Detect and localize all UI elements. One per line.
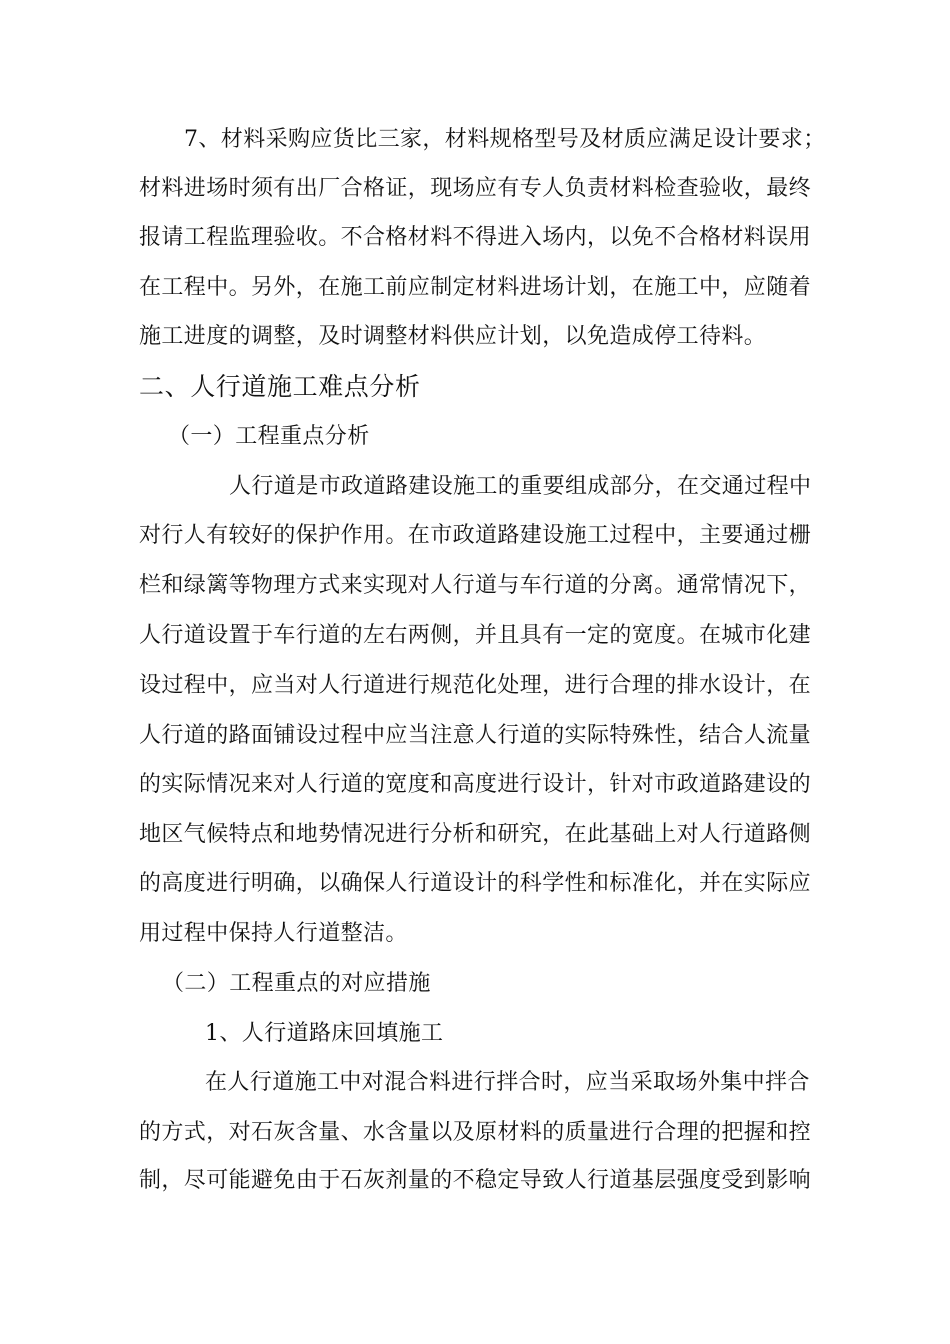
- paragraph-line: 对行人有较好的保护作用。在市政道路建设施工过程中，主要通过栅: [139, 523, 812, 548]
- paragraph-line: 7、材料采购应货比三家，材料规格型号及材质应满足设计要求；: [184, 127, 826, 152]
- paragraph-line: 栏和绿篱等物理方式来实现对人行道与车行道的分离。通常情况下，: [139, 573, 812, 598]
- paragraph-line: 的方式，对石灰含量、水含量以及原材料的质量进行合理的把握和控: [139, 1120, 812, 1145]
- paragraph-line: 制，尽可能避免由于石灰剂量的不稳定导致人行道基层强度受到影响: [139, 1168, 812, 1193]
- paragraph-line: 的高度进行明确，以确保人行道设计的科学性和标准化，并在实际应: [139, 871, 812, 896]
- subheading-analysis: （一）工程重点分析: [168, 424, 370, 449]
- paragraph-line: 用过程中保持人行道整洁。: [139, 921, 408, 946]
- paragraph-line: 报请工程监理验收。不合格材料不得进入场内，以免不合格材料误用: [139, 225, 812, 250]
- subheading-measures: （二）工程重点的对应措施: [162, 971, 431, 996]
- paragraph-line: 材料进场时须有出厂合格证，现场应有专人负责材料检查验收，最终: [139, 176, 812, 201]
- paragraph-line: 人行道是市政道路建设施工的重要组成部分，在交通过程中: [229, 474, 812, 499]
- paragraph-line: 设过程中，应当对人行道进行规范化处理，进行合理的排水设计，在: [139, 673, 812, 698]
- paragraph-line: 在工程中。另外，在施工前应制定材料进场计划，在施工中，应随着: [139, 275, 812, 300]
- paragraph-line: 施工进度的调整，及时调整材料供应计划，以免造成停工待料。: [139, 324, 767, 349]
- paragraph-line: 的实际情况来对人行道的宽度和高度进行设计，针对市政道路建设的: [139, 772, 812, 797]
- paragraph-line: 人行道设置于车行道的左右两侧，并且具有一定的宽度。在城市化建: [139, 623, 812, 648]
- item-title-backfill: 1、人行道路床回填施工: [205, 1021, 444, 1046]
- section-heading: 二、人行道施工难点分析: [139, 372, 421, 401]
- paragraph-line: 人行道的路面铺设过程中应当注意人行道的实际特殊性，结合人流量: [139, 723, 812, 748]
- paragraph-line: 地区气候特点和地势情况进行分析和研究，在此基础上对人行道路侧: [139, 822, 812, 847]
- paragraph-line: 在人行道施工中对混合料进行拌合时，应当采取场外集中拌合: [205, 1070, 810, 1095]
